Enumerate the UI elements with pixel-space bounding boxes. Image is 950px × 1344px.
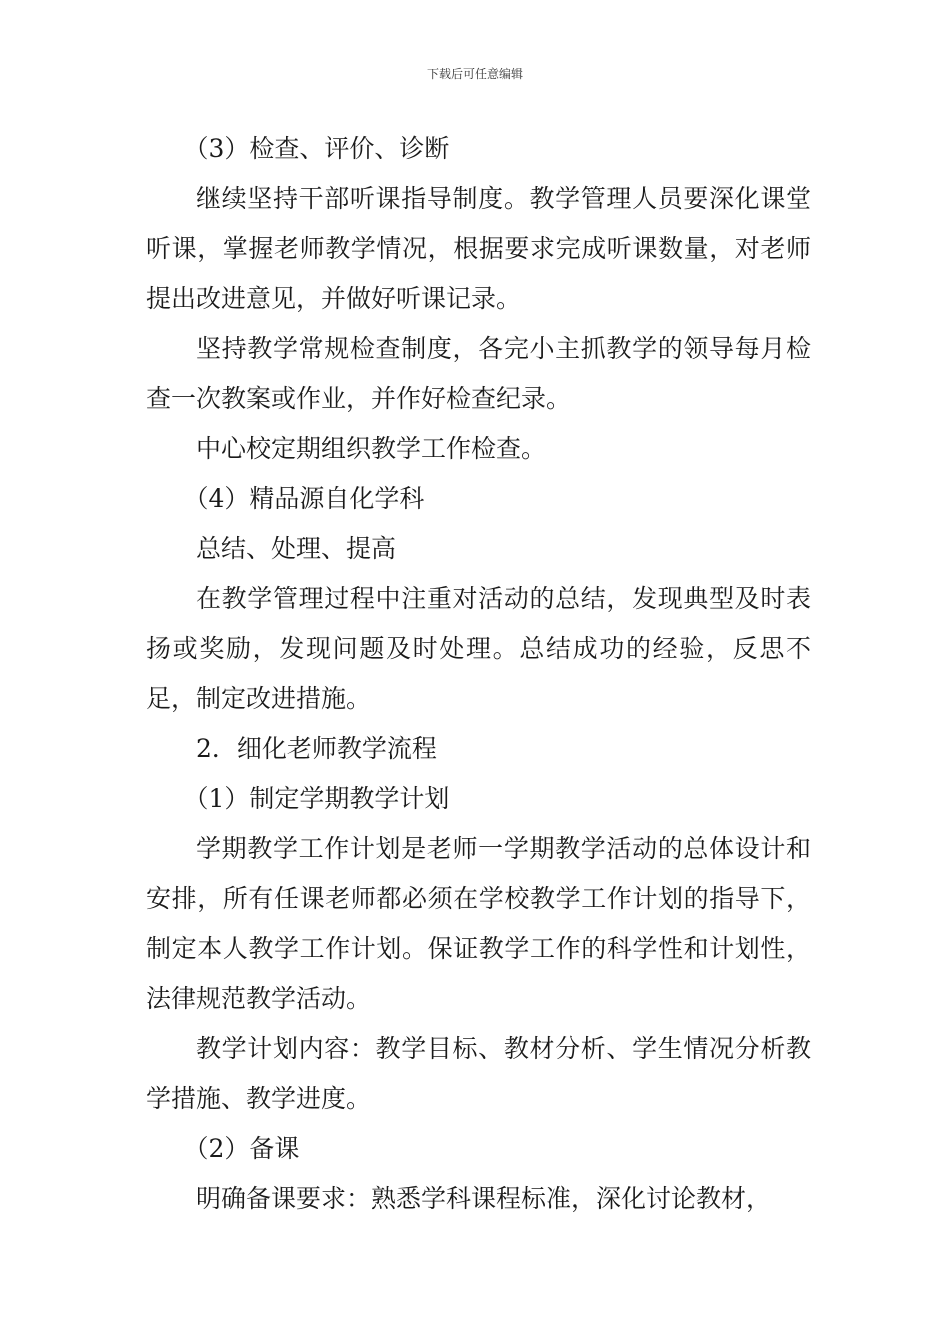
section-heading-3: （3）检查、评价、诊断: [183, 134, 450, 163]
document-body: [146, 124, 811, 1224]
paragraph: 总结、处理、提高: [196, 534, 397, 563]
section-heading-2-lesson-prep: （2）备课: [183, 1134, 300, 1163]
paragraph: 学期教学工作计划是老师一学期教学活动的总体设计和安排，所有任课老师都必须在学校教学工作计划的指导下，制定本人教学工作计划。保证教学工作的科学性和计划性，法律规范教学活动。: [146, 834, 811, 1013]
paragraph: 明确备课要求：熟悉学科课程标准，深化讨论教材，: [196, 1184, 772, 1213]
section-heading-4: （4）精品源自化学科: [183, 484, 425, 513]
paragraph: 教学计划内容：教学目标、教材分析、学生情况分析教学措施、教学进度。: [146, 1034, 811, 1113]
page-header: 下载后可任意编辑: [426, 67, 523, 81]
paragraph: 在教学管理过程中注重对活动的总结，发现典型及时表扬或奖励，发现问题及时处理。总结成功的经验，反思不足，制定改进措施。: [146, 584, 811, 713]
paragraph: 坚持教学常规检查制度，各完小主抓教学的领导每月检查一次教案或作业，并作好检查纪录。: [146, 334, 811, 413]
section-heading-1: （1）制定学期教学计划: [183, 784, 450, 813]
paragraph: 中心校定期组织教学工作检查。: [196, 434, 547, 463]
section-heading-2: 2．细化老师教学流程: [196, 734, 437, 763]
paragraph: 继续坚持干部听课指导制度。教学管理人员要深化课堂听课，掌握老师教学情况，根据要求完成听课数量，对老师提出改进意见，并做好听课记录。: [146, 184, 811, 313]
